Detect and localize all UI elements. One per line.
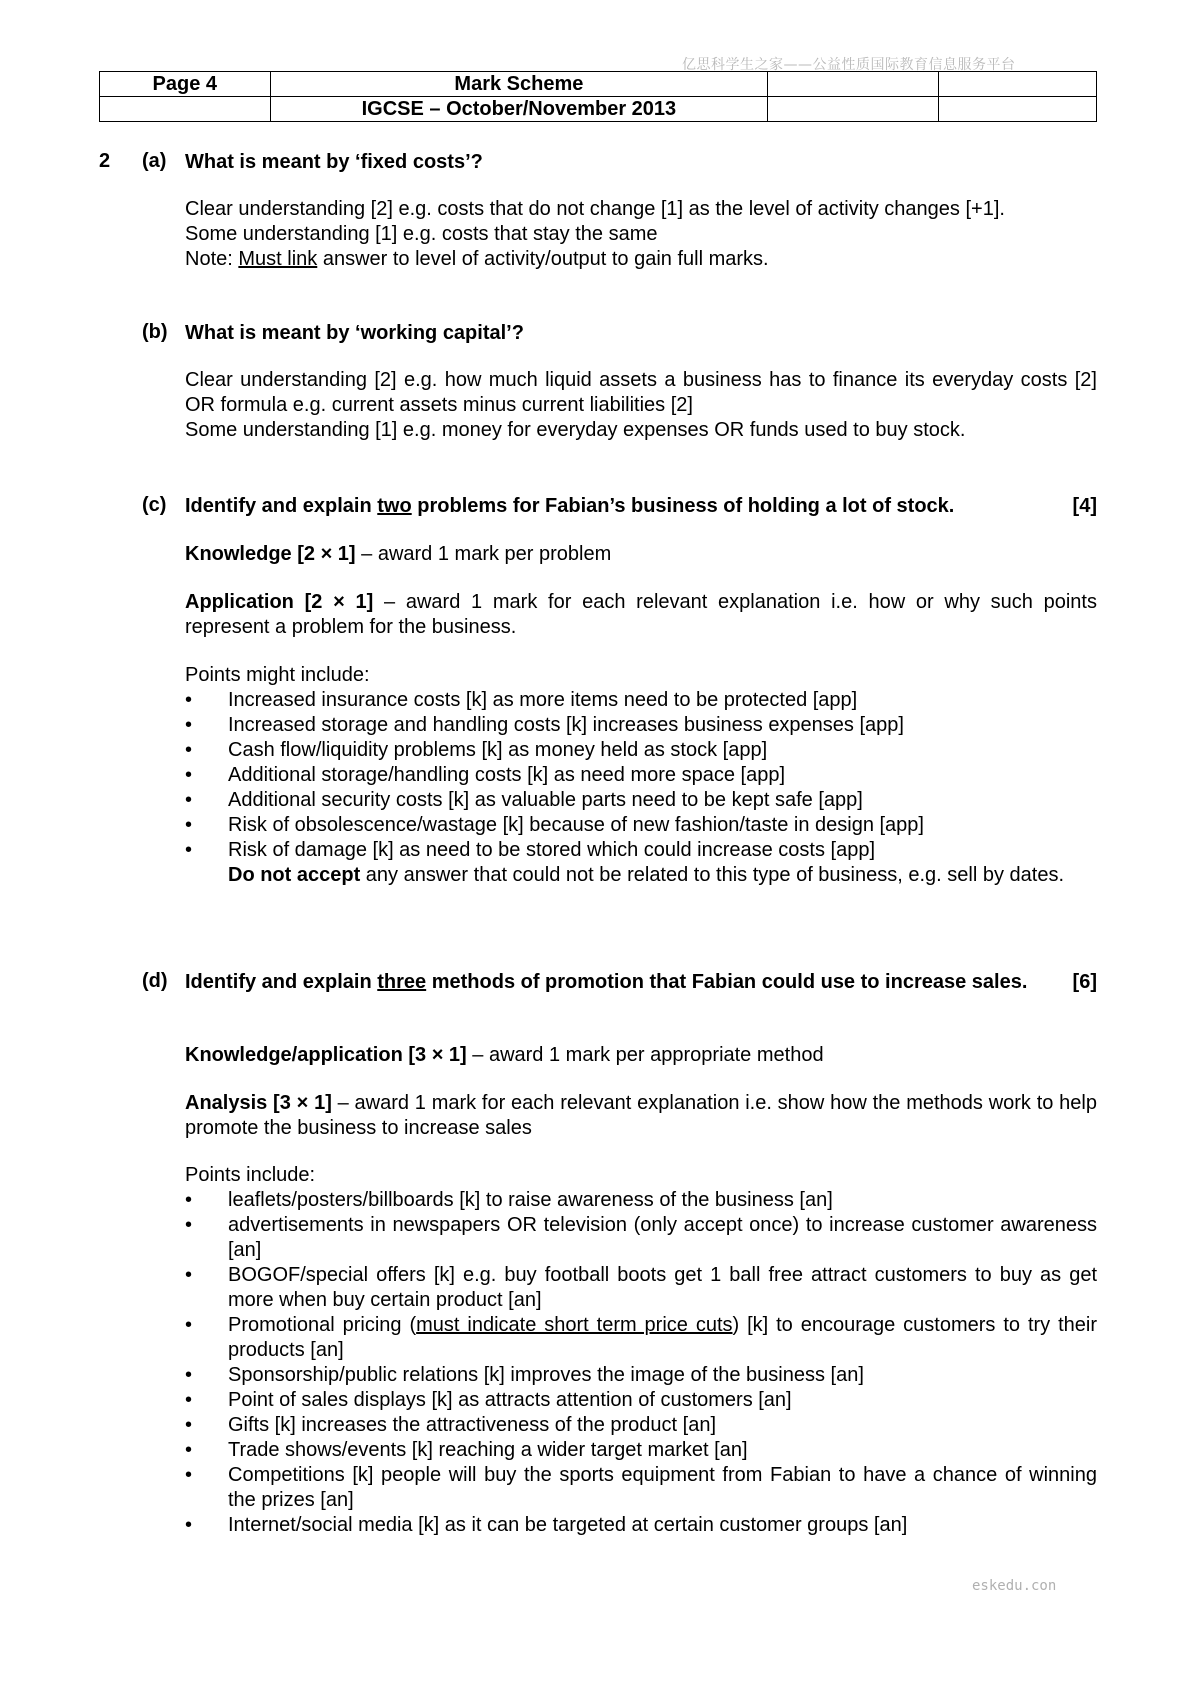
part-a-note-suffix: answer to level of activity/output to gain full marks.: [317, 248, 769, 270]
part-b-label: (b): [142, 321, 168, 343]
part-c-label: (c): [142, 494, 167, 516]
part-a-title: What is meant by ‘fixed costs’?: [185, 151, 483, 173]
part-d-points-list: [185, 1188, 1097, 1538]
part-c-title-post: problems for Fabian’s business of holding a lot of stock.: [411, 495, 955, 517]
part-c-title: [185, 494, 1097, 519]
list-item: • Risk of damage [k] as need to be stored which could increase costs [app]: [185, 838, 1097, 863]
watermark-bottom: eskedu.con: [972, 1578, 1057, 1594]
header-syllabus: [768, 72, 938, 97]
part-d-title-post: methods of promotion that Fabian could use to increase sales.: [426, 971, 1028, 993]
part-d-knowledge-label: Knowledge/application [3 × 1]: [185, 1044, 467, 1066]
list-item: • Cash flow/liquidity problems [k] as money held as stock [app]: [185, 738, 1097, 763]
part-b-para2: Some understanding [1] e.g. money for everyday expenses OR funds used to buy stock.: [185, 419, 966, 441]
part-d-analysis-label: Analysis [3 × 1]: [185, 1092, 332, 1114]
list-item: • BOGOF/special offers [k] e.g. buy football boots get 1 ball free attract customers to buy as get more when buy certain product [an]: [185, 1263, 1097, 1313]
part-a-answer: [185, 197, 1097, 272]
question-number: 2: [99, 150, 111, 172]
header-table: [99, 71, 1097, 122]
part-c-points-intro: Points might include:: [185, 664, 370, 686]
list-item: • Competitions [k] people will buy the sports equipment from Fabian to have a chance of winning the prizes [an]: [185, 1463, 1097, 1513]
part-a-note-underlined: Must link: [238, 248, 318, 270]
part-d-marks: [6]: [1072, 971, 1097, 993]
part-c-application-text: – award 1 mark for each relevant explanation i.e. how or why such points represent a problem for the business.: [185, 591, 1097, 638]
part-d-knowledge-text: – award 1 mark per appropriate method: [466, 1044, 824, 1066]
part-c-points: [185, 663, 1097, 888]
list-item: • Additional storage/handling costs [k] as need more space [app]: [185, 763, 1097, 788]
part-a-note: [185, 247, 1097, 272]
header-empty-3: [938, 97, 1096, 122]
part-c-knowledge: [185, 542, 1097, 567]
list-item: • Increased storage and handling costs [k] increases business expenses [app]: [185, 713, 1097, 738]
part-d-analysis: [185, 1091, 1097, 1141]
header-subtitle: IGCSE – October/November 2013: [270, 97, 768, 122]
header-empty-2: [768, 97, 938, 122]
list-item: • Sponsorship/public relations [k] improves the image of the business [an]: [185, 1363, 1097, 1388]
part-a-line2: Some understanding [1] e.g. costs that stay the same: [185, 223, 658, 245]
do-not-accept-text: any answer that could not be related to this type of business, e.g. sell by dates.: [360, 864, 1064, 886]
part-c-title-underlined: two: [377, 495, 412, 517]
part-a-label: (a): [142, 150, 167, 172]
header-paper: [938, 72, 1096, 97]
part-c-title-pre: Identify and explain: [185, 495, 378, 517]
part-d-knowledge: [185, 1043, 1097, 1068]
part-d-title: [185, 970, 1097, 995]
part-d-title-pre: Identify and explain: [185, 971, 378, 993]
header-page: Page 4: [100, 72, 271, 97]
list-item: • Additional security costs [k] as valuable parts need to be kept safe [app]: [185, 788, 1097, 813]
promo-underlined: must indicate short term price cuts: [416, 1314, 733, 1336]
part-c-points-list: [185, 688, 1097, 863]
part-c-marks: [4]: [1072, 495, 1097, 517]
promo-pre: Promotional pricing (: [228, 1314, 417, 1336]
list-item: • Internet/social media [k] as it can be targeted at certain customer groups [an]: [185, 1513, 1097, 1538]
part-d-analysis-text: – award 1 mark for each relevant explanation i.e. show how the methods work to help promote the business to increase sales: [185, 1092, 1097, 1139]
part-d-points: [185, 1163, 1097, 1538]
list-item: • Trade shows/events [k] reaching a wider target market [an]: [185, 1438, 1097, 1463]
list-item: [185, 1313, 1097, 1363]
part-c-do-not-accept: [185, 863, 1097, 888]
part-b-para1: Clear understanding [2] e.g. how much liquid assets a business has to finance its everyday costs [2] OR formula e.g. current assets minus current liabilities [2]: [185, 369, 1097, 416]
part-d-points-intro: Points include:: [185, 1164, 316, 1186]
list-item: • Risk of obsolescence/wastage [k] because of new fashion/taste in design [app]: [185, 813, 1097, 838]
part-a-line1: Clear understanding [2] e.g. costs that do not change [1] as the level of activity changes [+1].: [185, 198, 1005, 220]
part-b-answer: [185, 368, 1097, 443]
part-b-title: What is meant by ‘working capital’?: [185, 322, 524, 344]
promo-post: ) [k] to encourage customers to try their products [an]: [228, 1314, 1097, 1361]
do-not-accept-label: Do not accept: [228, 864, 361, 886]
watermark-top: 亿思科学生之家——公益性质国际教育信息服务平台: [682, 57, 1016, 73]
part-d-label: (d): [142, 970, 168, 992]
part-a-note-prefix: Note:: [185, 248, 239, 270]
header-title: Mark Scheme: [270, 72, 768, 97]
part-c-knowledge-text: – award 1 mark per problem: [355, 543, 612, 565]
list-item: • advertisements in newspapers OR television (only accept once) to increase customer awareness [an]: [185, 1213, 1097, 1263]
part-c-application-label: Application [2 × 1]: [185, 591, 374, 613]
list-item: • Point of sales displays [k] as attracts attention of customers [an]: [185, 1388, 1097, 1413]
list-item: • leaflets/posters/billboards [k] to raise awareness of the business [an]: [185, 1188, 1097, 1213]
part-c-application: [185, 590, 1097, 640]
part-d-title-underlined: three: [377, 971, 427, 993]
list-item: • Increased insurance costs [k] as more items need to be protected [app]: [185, 688, 1097, 713]
header-empty-1: [100, 97, 271, 122]
part-c-knowledge-label: Knowledge [2 × 1]: [185, 543, 356, 565]
list-item: • Gifts [k] increases the attractiveness of the product [an]: [185, 1413, 1097, 1438]
